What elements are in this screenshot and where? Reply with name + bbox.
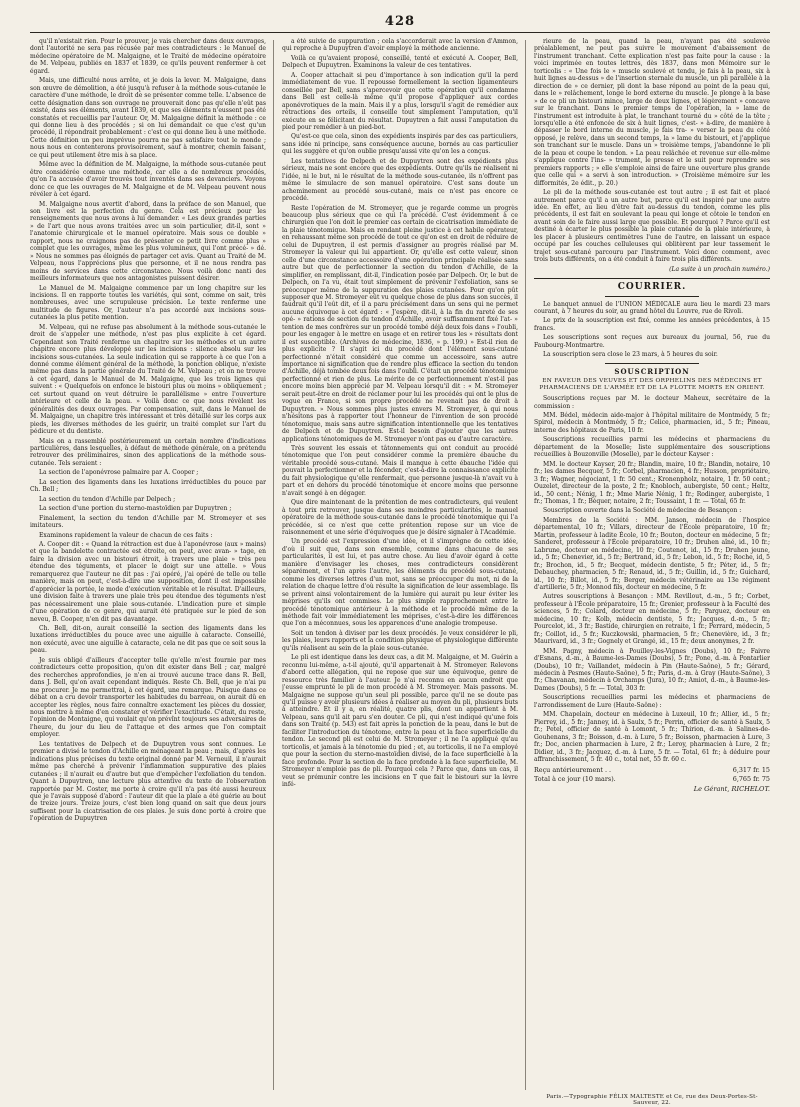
paragraph: La section de l'aponévrose palmaire par A. Cooper ;	[39, 469, 199, 477]
to-be-continued: (La suite à un prochain numéro.)	[669, 265, 770, 273]
paragraph: Le Manuel de M. Malgaigne commence par un long chapitre sur les incisions. Il en rapporte toutes les variétés, qui sont, comme on sait, très nombreuses, avec une scrupuleuse précision. Le texte renferme une multitude de figures. Or, l'auteur n'a pas accordé aux incisions sous-cutanées la plus petite mention.	[30, 284, 266, 322]
paragraph: Le banquet annuel de l'UNION MÉDICALE aura lieu le mardi 23 mars courant, à 7 heures du soir, au grand hôtel du Louvre, rue de Rivoli.	[534, 300, 770, 315]
paragraph: La souscription sera close le 23 mars, à 5 heures du soir.	[543, 351, 718, 359]
paragraph: Souscriptions reçues par M. le docteur Maheux, secrétaire de la commission :	[534, 395, 770, 410]
article-column-1	[30, 38, 266, 1068]
paragraph: Voilà ce qu'avaient proposé, conseillé, tenté et exécuté A. Cooper, Bell, Delpech et Dupuytren. Examinons la valeur de ces tentatives.	[282, 54, 518, 70]
previous-value: 6,317 fr. 15	[732, 766, 770, 775]
paragraph: Autres souscriptions à Besançon : MM. Revillout, d.-m., 5 fr.; Corbet, professeur à l'École préparatoire, 15 fr.; Grenier, professeur à la Faculté des sciences, 5 fr.; Colard, docteur en médecine, 5 fr.; Parguez, docteur en médecine, 10 fr.; Kolb, médecin dentiste, 5 fr.; Jacques, d.-m., 5 fr.; Pourcelot, id., 3 fr.; Bastide, chirurgien en retraite, 1 fr.; Perrard, médecin, 5 fr.; Coillot, id., 5 fr.; Kuczkowski, pharmacien, 5 fr.; Chenevière, id., 3 fr.; Maurivard, id., 3 fr.; Gognely et Grangé, id., 15 fr.; deux anonymes, 2 fr.	[534, 593, 770, 646]
paragraph: MM. Bédel, médecin aide-major à l'hôpital militaire de Montmédy, 5 fr.; Spirol, médecin à Montmédy, 5 fr.; Celice, pharmacien, id., 5 fr.; Pineau, interne des hôpitaux de Paris, 10 fr.	[534, 412, 770, 434]
gerant-signature: Le Gérant, RICHELOT.	[693, 785, 770, 794]
courrier-body	[534, 301, 770, 359]
paragraph: Qu'est-ce que cela, sinon des expédients inspirés par des cas particuliers, sans idée ni principe, sans conséquence aucune, bornés au cas particulier qui les suggère et qu'on oublie presqu'aussi vite qu'on les a conçus.	[282, 133, 518, 156]
totals-row-total	[534, 775, 770, 784]
paragraph: MM. Pagny, médecin à Pouilley-les-Vignes (Doubs), 10 fr.; Faivre d'Esnans, d.-m., à Baume-les-Dames (Doubs), 5 fr.; Pone, d.-m. à Pontarlier (Doubs), 10 fr.; Vaillandet, médecin à Pin (Haute-Saône), 5 fr.; Gérard, médecin à Pesmes (Haute-Saône), 5 fr.; Paris, d.-m. à Gray (Haute-Saône), 3 fr.; Chavanan, médecin à Orchamps (Jura), 10 fr.; Amiot, d.-m., à Baume-les-Dames (Doubs), 5 fr. — Total, 303 fr.	[534, 647, 770, 692]
section-rule	[534, 278, 770, 279]
paragraph: Finalement, la section du tendon d'Achille par M. Stromeyer et ses imitateurs.	[30, 514, 266, 530]
paragraph: qu'il n'existait rien. Pour le prouver, je vais chercher dans deux ouvrages, dont l'autorité ne sera pas récusée par mes contradicteurs : le Manuel de médecine opératoire de M. Malgaigne, et le Traité de médecine opératoire de M. Velpeau, publiés en 1837 et 1839, ce qu'ils peuvent renfermer à cet égard.	[30, 38, 266, 75]
header-rule	[30, 32, 770, 33]
paragraph: Mais on a rassemblé postérieurement un certain nombre d'indications particulières, dans lesquelles, à défaut de méthode générale, on a prétendu retrouver des préliminaires, sinon des applications de la méthode sous-cutanée. Tels seraient :	[30, 437, 266, 467]
paragraph: Je suis obligé d'ailleurs d'accepter telle qu'elle m'est fournie par mes contradicteurs cette proposition, qu'on dit exister dans Bell ; car, malgré des recherches approfondies, je n'en ai trouvé aucune trace dans R. Bell, dans J. Bell, qu'on avait cependant indiqués. Reste Ch. Bell, que je n'ai pu me procurer. Je me permettrai, à cet égard, une remarque. Puisque dans ce débat on a cru devoir transporter les habitudes du barreau, on aurait dû en accepter les règles, nous faire connaître exactement les pièces du dossier, nous mettre à même d'en constater et vérifier l'exactitude. C'était, du reste, l'opinion de Montaigne, qui voulait qu'on prévînt toujours ses adversaires de l'heure, du jour du lieu de l'attaque et des armes que l'on comptait employer.	[30, 656, 266, 739]
paragraph: Les souscriptions sont reçues aux bureaux du journal, 56, rue du Faubourg-Montmartre.	[534, 334, 770, 349]
paragraph: Le prix de la souscription est fixé, comme les années précédentes, à 15 francs.	[534, 317, 770, 332]
souscription-subtitle: EN FAVEUR DES VEUVES ET DES ORPHELINS DES MÉDECINS ET PHARMACIENS DE L'ARMÉE ET DE LA FLOTTE MORTS EN ORIENT.	[539, 378, 765, 392]
article-column-2	[282, 38, 518, 1068]
paragraph: Le pli est identique dans les deux cas, a dit M. Malgaigne, et M. Guérin a reconnu lui-même, a-t-il ajouté, qu'il appartenait à M. Stromeyer. Relevons d'abord cette allégation, qui ne repose que sur une équivoque, genre de ressource très familier à l'auteur. Je n'ai reconnu en aucun endroit que j'eusse emprunté le pli de mon procédé à M. Stromeyer. Mais passons. M. Malgaigne ne suppose qu'un seul pli possible, parce qu'il ne se doute pas qu'il puisse y avoir plusieurs idées à réaliser au moyen du pli, plusieurs buts à atteindre. Et il y a, en réalité, quatre plis, dont un appartient à M. Velpeau, sans qu'il ait paru s'en douter. Ce pli, qui n'est indiqué qu'une fois dans son Traité (p. 543) est fait après la ponction de la peau, dans le but de faciliter l'introduction du ténotome, entre la peau et la face superficielle du tendon. Le second pli est celui de M. Stromeyer ; il ne l'a appliqué qu'au torticolis, et jamais à la ténotomie du pied ; et, au torticolis, il ne l'a employé que pour la section du sterno-mastoïdien divisé, de la face superficielle à la face profonde. Pour la section de la face profonde à la face superficielle, M. Stromeyer n'emploie pas de pli. Pourquoi cela ? Parce que, dans un cas, il veut se prémunir contre les incisions en T que fait le bistouri sur la lèvre infé-	[282, 654, 518, 788]
paragraph: Souscriptions recueillies parmi les médecins et pharmaciens de l'arrondissement de Lure (Haute-Saône) :	[534, 694, 770, 709]
previous-label: Reçu antérieurement . .	[534, 766, 612, 775]
paragraph: Très souvent les essais et tâtonnements qui ont conduit au procédé ténotomique que l'on peut considérer comme la première ébauche du véritable procédé sous-cutané. Mais il manque à cette ébauche l'idée qui pouvait la perfectionner et la féconder, c'est-à-dire la connaissance explicite du fait physiologique qu'elle renfermait, que personne jusque-là n'avait vu à part et en dehors du procédé ténotomique et encore moins que personne n'avait songé à en dégager.	[282, 445, 518, 497]
paragraph: A. Cooper attachait si peu d'importance à son indication qu'il la perd immédiatement de vue. Il repousse formellement la section ligamenteurs conseillée par Bell, sans s'apercevoir que cette opération qu'il condamne dans Bell est celle-là même qu'il propose d'appliquer aux cordes aponévrotiques de la main. Mais il y a plus, lorsqu'il s'agit de remédier aux rétractions des orteils, il conseille tout simplement l'amputation, qu'il exécute en se félicitant du résultat. Dupuytren a fait aussi l'amputation du pied pour remédier à un pied-bot.	[282, 71, 518, 131]
page-number: 428	[384, 14, 416, 29]
paragraph: Les tentatives de Delpech et de Dupuytren sont des expédients plus sérieux, mais ne sont encore que des expédients. Outre qu'ils ne réalisent ni l'idée, ni le but, ni le résultat de la méthode sous-cutanée, ils n'offrent pas même le simulacre de son manuel opératoire. C'est sans doute un acheminement au procédé sous-cutané, mais ce n'est pas encore ce procédé.	[282, 157, 518, 203]
paragraph: La section des ligaments dans les luxations irréductibles du pouce par Ch. Bell ;	[30, 478, 266, 494]
paragraph: rieure de la peau, quand la peau, n'ayant pas été soulevée préalablement, ne peut pas suivre le mouvement d'abaissement de l'instrument tranchant. Cette explication n'est pas faite pour la cause : la voici imprimée en toutes lettres, dès 1837, dans mon Mémoire sur le torticolis : « Une fois le » muscle soulevé et tendu, je fais à la peau, six à huit lignes au-dessus » de l'insertion sternale du muscle, un pli parallèle à la direction de » ce dernier, pli dont la base répond au point de la peau qui, dans le » relâchement, longe le bord externe du muscle. Je plonge à la base » de ce pli un bistouri mince, large de deux lignes, et légèrement » concave sur le tranchant. Dans le premier temps de l'opération, la » lame de l'instrument est introduite à plat, le tranchant tourné du » côté de la tête ; lorsqu'elle a été enfoncée de six à huit lignes, c'est- » à-dire, de manière à dépasser le bord interne du muscle, je fais tra- » verser la peau du côté opposé, je relève, dans un second temps, la » lame du bistouri, et j'applique son tranchant sur le muscle. Dans un » troisième temps, j'abandonne le pli de la peau et coupe le tendon. » La peau relâchée et revenue sur elle-même s'applique contre l'ins- » trument, le presse et le suit pour reprendre ses premiers rapports ; » elle s'emploie ainsi de faire une ouverture plus grande que celle qui » a servi à son introduction. » (Troisième mémoire sur les difformités, 2e édit., p. 20.)	[534, 38, 770, 187]
heading-rule	[605, 296, 699, 297]
paragraph: MM. le docteur Kayser, 20 fr.; Blandin, maire, 10 fr.; Blandin, notaire, 10 fr.; les dames Becquer, 5 fr.; Corbel, pharmacien, 4 fr.; Husson, propriétaire, 3 fr.; Wagner, négociant, 1 fr. 50 cent.; Kronenpholz, notaire, 1 fr. 50 cent.; Ouzelet, directeur de la poste, 2 fr.; Knobloch, aubergiste, 50 cent.; Heltz, id., 50 cent.; Nénig, 1 fr.; Mme Marie Nénig, 1 fr.; Rodinger, aubergiste, 1 fr.; Thomas, 1 fr.; Béquer, notaire, 2 fr.; Toussaint, 1 fr. — Total, 65 fr.	[534, 460, 770, 506]
paragraph: Ch. Bell, dit-on, aurait conseillé la section des ligaments dans les luxations irréductibles du pouce avec une aiguille à cataracte. Conseillé, non exécuté, avec une aiguille à cataracte, cela ne dit pas que ce soit sous la peau.	[30, 624, 266, 655]
paragraph: Souscription ouverte dans la Société de médecine de Besançon :	[543, 507, 742, 515]
paragraph: Soit un tendon à diviser par les deux procédés. Je veux considérer le pli, les plaies, leurs rapports et la condition physique et physiologique différente qu'ils réalisent au sein de la plaie sous-cutanée.	[282, 629, 518, 652]
paragraph: Reste l'opération de M. Stromeyer, que je regarde comme un progrès beaucoup plus sérieux que ce qui l'a précédé. C'est évidemment à ce chirurgien que l'on doit le premier cas certain de cicatrisation immédiate de la plaie ténotomique. Mais en rendant pleine justice à cet habile opérateur, en rehaussant même son procédé de tout ce qu'on est en droit de réduire de celui de Dupuytren, il est permis d'assigner au progrès réalisé par M. Stromeyer la valeur qui lui appartient. Or, qu'elle est cette valeur, sinon celle d'une circonstance accessoire d'une opération principale réalisée sans autre but que de perfectionner la section du tendon d'Achille, de la simplifier, en remplissant, dit-il, l'indication posée par Delpech. Or, le but de Delpech, on l'a vu, était tout simplement de prévenir l'exfoliation, sans se préoccuper même de la suppuration des plaies cutanées. Pour qu'on pût supposer que M. Stromeyer eût vu quelque chose de plus dans son succès, il faudrait qu'il l'eût dit, et il a paru précisément dans un sens qui ne permet aucune équivoque à cet égard : « J'espère, dit-il, à la fin du rareté de ses opé- » rations de section du tendon d'Achille, avoir suffisamment fixé l'at- » tention de mes confrères sur un procédé tombé déjà deux fois dans » l'oubli, pour les engager à le mettre en usage et en retirer tous les » résultats dont il est susceptible. (Archives de médecine, 1836, » p. 199.) » Est-il rien de plus explicite ? Il s'agit ici du procédé dont l'élément sous-cutané perfectionné n'était considéré que comme un accessoire, sans autre importance ni signification que de rendre plus efficace la section du tendon d'Achille, déjà tombée deux fois dans l'oubli. C'était un procédé ténotomique perfectionné et rien de plus. Le mérite de ce perfectionnement n'est-il pas encore moins bien apprécié par M. Velpeau lorsqu'il dit : « M. Stromeyer serait peut-être en droit de réclamer pour lui les procédés qui ont le plus de vogue en France, si son propre procédé ne revenait pas de droit à Dupuytren. » Nous sommes plus justes envers M. Stromeyer, à qui nous n'hésitons pas à rapporter tout l'honneur de l'invention de son procédé ténotomique, mais sans autre signification intentionnelle que les tentatives de Delpech et de Dupuytren. Est-il besoin d'ajouter que les autres applications ténotomiques de M. Stromeyer n'ont pas eu d'autre caractère.	[282, 204, 518, 443]
paragraph: A. Cooper dit : « Quand la rétraction est due à l'aponévrose (aux » mains) et que la bandelette contractée est étroite, on peut, avec avan- » tage, en faire la division avec un bistouri étroit, à travers une plaie » très peu étendue des téguments, et placer le doigt sur une attelle. » Vous remarquerez que l'auteur ne dit pas : j'ai opéré, j'ai opéré de telle ou telle manière, mais on peut, c'est-à-dire une supposition, dont il est impossible d'apprécier la portée, le mode d'exécution véritable et le résultat. D'ailleurs, une division faite à travers une plaie très peu étendue des téguments n'est pas nécessairement une plaie sous-cutanée. L'indication pure et simple d'une opération de ce genre, qui aurait été pratiquée sur le pied de son neveu, B. Cooper, n'en dit pas davantage.	[30, 541, 266, 623]
paragraph: Un procédé est l'expression d'une idée, et il s'imprègne de cette idée, d'où il suit que, dans son ensemble, comme dans chacune de ses particularités, il est lui, et pas autre chose. Au lieu d'avoir égard à cette manière d'envisager les choses, mes contradicteurs considèrent séparément, et l'un après l'autre, les éléments du procédé sous-cutané, comme les diverses lettres d'un mot, sans se préoccuper du mot, ni de la relation de chaque lettre d'où résulte la signification de leur assemblage. Ils se privent ainsi volontairement de la lumière qui aurait pu leur éviter les méprises qu'ils ont commises. Le plus simple rapprochement entre le procédé ténotomique antérieur à la méthode et le procédé même de la méthode fait voir immédiatement les méprises, c'est-à-dire les différences que l'on a méconnues, sous les apparences d'une analogie trompeuse.	[282, 538, 518, 628]
paragraph: M. Malgaigne nous avertit d'abord, dans la préface de son Manuel, que son livre est la perfection du genre. Cela est précieux pour les renseignements que nous avons à lui demander. « Les deux grandes parties » de l'art que nous avons traitées avec un soin particulier, dit-il, sont » l'anatomie chirurgicale et le manuel opératoire. Mais sous ce double » rapport, nous ne craignons pas de présenter ce petit livre comme plus » complet que les ouvrages, même les plus volumineux, qui l'ont précé- » dé. » Nous ne sommes pas éloignés de partager cet avis. Quant au Traité de M. Velpeau, nous l'apprécions plus que personne, et il ne nous rendra pas moins de services dans cette circonstance. Nous voilà donc nanti des meilleurs informateurs que nos antagonistes puissent désirer.	[30, 200, 266, 283]
souscription-heading: SOUSCRIPTION	[614, 366, 690, 376]
paragraph: Examinons rapidement la valeur de chacun de ces faits :	[39, 531, 213, 539]
total-value: 6,765 fr. 75	[732, 775, 770, 784]
paragraph: Les tentatives de Delpech et de Dupuytren vous sont connues. Le premier a divisé le tendon d'Achille en ménageant la peau ; mais, d'après les indications plus précises du texte original donné par M. Verneuil, il n'aurait même pas cherché à prévenir l'inflammation suppurative des plaies cutanées ; il n'aurait eu d'autre but que d'empêcher l'exfoliation du tendon. Quant à Dupuytren, une lecture plus attentive du texte de l'observation rapportée par M. Coster, me porte à croire qu'il n'a pas été aussi heureux que je l'avais supposé d'abord : l'auteur dit que la plaie a été guérie au bout de treize jours. Treize jours, c'est bien long quand on sait que deux jours suffisent pour la cicatrisation de ces plaies. Je suis donc porté à croire que l'opération de Dupuytren	[30, 740, 266, 823]
paragraph: M. Velpeau, qui ne refuse pas absolument à la méthode sous-cutanée le droit de s'appeler une méthode, n'est pas plus explicite à cet égard. Cependant son Traité renferme un chapitre sur les méthodes et un autre chapitre encore plus développé sur les incisions : silence absolu sur les incisions sous-cutanées. La seule indication qui se rapporte à ce que l'on a donné comme élément général de la méthode, la ponction oblique, n'existe même pas dans la partie générale du Traité de M. Velpeau ; et on ne trouve à cet égard, dans le Manuel de M. Malgaigne, que les trois lignes qui suivent : « Quelquefois on enfonce le bistouri plus ou moins » obliquement ; cet surtout quand on veut détruire le parallélisme » entre l'ouverture intérieure et celle de la peau. » Voilà donc ce que nous révèlent les généralités des deux ouvrages. Par compensation, suit, dans le Manuel de M. Malgaigne, un chapitre très intéressant et très détaillé sur les corps aux pieds, les diverses méthodes de les guérir, un traité complet sur l'art du pédicure et du dentiste.	[30, 323, 266, 436]
paragraph: Même avec la définition de M. Malgaigne, la méthode sous-cutanée peut être considérée comme une méthode, car elle a de nombreux procédés, qu'on l'a accusée d'avoir trouvés tout inventés dans ses devanciers. Voyons donc ce que les ouvrages de M. Malgaigne et de M. Velpeau peuvent nous révéler à cet égard.	[30, 161, 266, 199]
courrier-heading: COURRIER.	[617, 282, 687, 293]
section-rule	[605, 363, 699, 364]
paragraph: Membres de la Société : MM. Janson, médecin de l'hospice départemental, 10 fr.; Villars, directeur de l'École préparatoire, 10 fr.; Martin, professeur à ladite École, 10 fr.; Bouton, docteur en médecine, 5 fr.; Sanderet, professeur à l'École préparatoire, 10 fr.; Druhen aîné, id., 10 fr.; Labrune, docteur en médecine, 10 fr.; Coutenot, id., 15 fr.; Druhen jeune, id., 5 fr.; Chenevier, id., 5 fr.; Bertrand, id., 5 fr.; Lebon, id., 5 fr.; Roche, id, 5 fr.; Brochon, id., 5 fr.; Becquet, médecin dentiste, 5 fr.; Péter, id., 5 fr.; Debauchey, pharmacien, 5 fr.; Renaud, id., 5 fr.; Guillin, id., 5 fr.; Guichard, id., 10 fr.; Billot, id., 5 fr.; Berger, médecin vétérinaire au 13e régiment d'artillerie, 5 fr.; Monnod fils, docteur en médecine, 5 fr.	[534, 516, 770, 591]
total-label: Total à ce jour (10 mars).	[534, 775, 616, 784]
paragraph: Souscriptions recueillies parmi les médecins et pharmaciens du département de la Moselle; liste supplémentaire des souscriptions recueillies à Bouzonville (Moselle), par le docteur Kayser :	[534, 436, 770, 459]
totals-block	[534, 766, 770, 784]
article-continuation	[534, 38, 770, 264]
column-divider	[525, 40, 526, 1090]
paragraph: Le pli de la méthode sous-cutanée est tout autre ; il est fait et placé autrement parce qu'il a un autre but, parce qu'il est inspiré par une autre idée. En effet, au lieu d'être fait au-dessus du tendon, comme les plis précédents, il est fait en soulevant la peau qui longe et côtoie le tendon en avant soin de le faire aussi large que possible. Et pourquoi ? Parce qu'il est destiné à écarter le plus possible la plaie cutanée de la plaie intérieure, à les placer à plusieurs centimètres l'une de l'autre, en laissant un espace occupé par les couches celluleuses qui oblitèrent par leur tassement le trajet sous-cutané parcouru par l'instrument. Voici donc comment, avec trois buts différents, on a été conduit à faire trois plis différents.	[534, 189, 770, 264]
paragraph: Que dire maintenant de la prétention de mes contradicteurs, qui veulent à tout prix retrouver, jusque dans ses moindres particularités, le manuel opératoire de la méthode sous-cutanée dans le procédé ténotomique qui l'a précédée, si ce n'est que cette prétention repose sur un vice de raisonnement et une série d'équivoques que je désire signaler à l'Académie.	[282, 499, 518, 536]
article-column-3	[534, 38, 770, 1068]
paragraph: La section du tendon d'Achille par Delpech ;	[39, 495, 176, 503]
paragraph: MM. Chapelain, docteur en médecine à Luxeuil, 10 fr.; Allier, id., 5 fr.; Pierrey, id., 5 fr.; Janney, id. à Saulx, 5 fr.; Perrin, officier de santé à Saulx, 5 fr.; Petel, officier de santé à Lomont, 5 fr.; Thirion, d.-m. à Salines-de-Gouhenans, 3 fr.; Boisson, d.-m. à Lure, 5 fr.; Boisson, pharmacien à Lure, 3 fr.; Doc, ancien pharmacien à Lure, 2 fr.; Leroy, pharmacien à Lure, 2 fr.; Didier, id., 3 fr.; Jacquez, d.-m. à Lure, 5 fr. — Total, 61 fr.; à déduire pour affranchissement, 5 fr. 40 c., total net, 55 fr. 60 c.	[534, 711, 770, 763]
paragraph: La section d'une portion du sterno-mastoïdien par Dupuytren ;	[39, 505, 232, 513]
souscription-body	[534, 395, 770, 763]
column-divider	[273, 40, 274, 1090]
printer-imprint: Paris.—Typographie FÉLIX MALTESTE et Ce, rue des Deux-Portes-St-Sauveur, 22.	[546, 1094, 758, 1106]
paragraph: a été suivie de suppuration ; cela s'accorderait avec la version d'Ammon, qui reproche à Dupuytren d'avoir employé la méthode ancienne.	[282, 38, 518, 53]
paragraph: Mais, une difficulté nous arrête, et je dois la lever. M. Malgaigne, dans son œuvre de démolition, a été jusqu'à refuser à la méthode sous-cutanée le caractère d'une méthode, le droit de se présenter comme telle. L'absence de cette désignation dans son ouvrage ne prouverait donc pas qu'elle n'eût pas existé, dans ses éléments, avant 1839, et que ses éléments n'eussent pas été constatés et recueillis par l'auteur. Or, M. Malgaigne définit la méthode : ce qui donne lieu à des procédés ; si on lui demandait ce que c'est qu'un procédé, il répondrait probablement : c'est ce qui donne lieu à une méthode. Cette définition un peu imprévue pourra ne pas satisfaire tout le monde ; nous nous en contenterons provisoirement, sauf à montrer, chemin faisant, ce qui peut utilement être mis à sa place.	[30, 77, 266, 159]
